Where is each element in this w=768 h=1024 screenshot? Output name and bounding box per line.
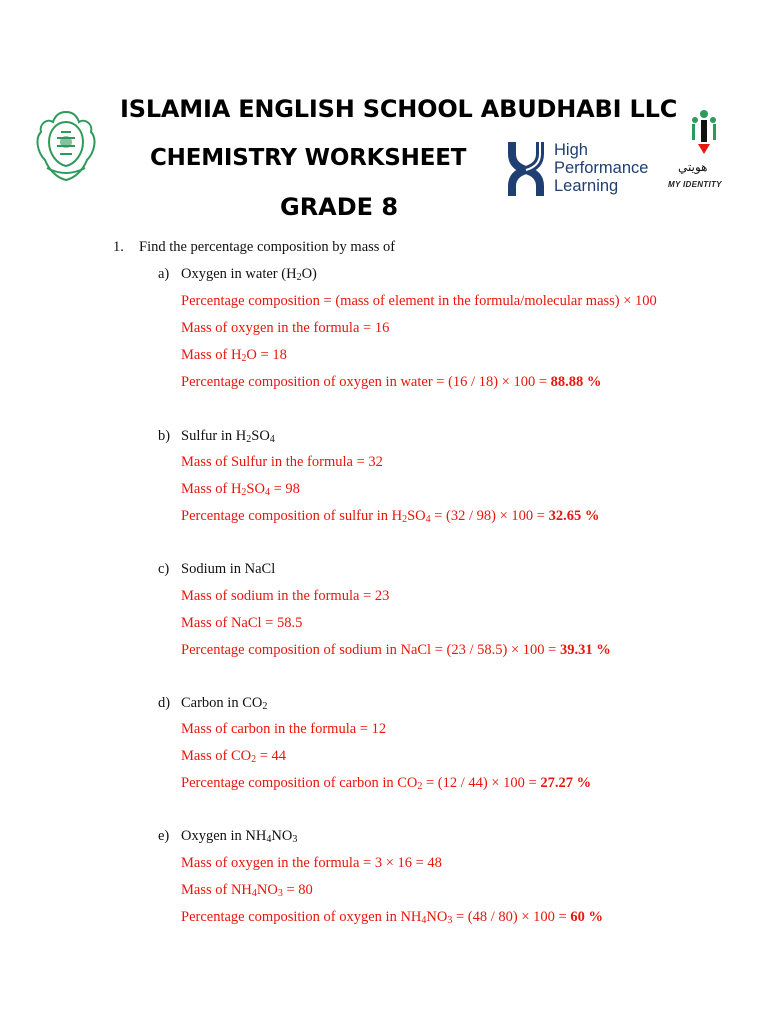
part-d-line-1: Mass of carbon in the formula = 12 (181, 721, 387, 737)
hpl-mark-icon (506, 140, 548, 198)
hpl-logo (506, 140, 649, 198)
part-e-label: e) (158, 828, 170, 844)
part-a-title: Oxygen in water $(H_2O)$ (181, 266, 317, 283)
part-c-answer: 39.31 % (559, 642, 611, 658)
part-c-line-1: Mass of sodium in the formula = 23 (181, 588, 390, 604)
grade-heading: GRADE 8 (280, 193, 399, 221)
part-a-label: a) (158, 266, 170, 282)
part-d-label: d) (158, 695, 171, 711)
part-e-title: Oxygen in $NH_4NO_3$ (181, 828, 298, 845)
part-e-line-2: Mass of $NH_4NO_3 = 80$ (181, 882, 313, 899)
part-d-line-3: Percentage composition of carbon in $CO_2 = (12 / 44) \times 100 = 27.27$ % (181, 775, 592, 792)
my-identity-logo (664, 108, 744, 194)
part-c-line-3: Percentage composition of sodium in NaCl = (23 / 58.5) × 100 = 39.31 % (181, 642, 611, 658)
part-b-answer: 32.65 % (548, 508, 600, 524)
part-b-label: b) (158, 428, 171, 444)
worksheet-title: CHEMISTRY WORKSHEET (150, 145, 467, 171)
part-e-line-1: Mass of oxygen in the formula = 3 × 16 = 48 (181, 855, 442, 871)
part-a-line-4: Percentage composition of oxygen in water = (16 / 18) × 100 = 88.88 % (181, 374, 602, 390)
part-d-title: Carbon in $CO_2$ (181, 695, 268, 712)
part-b-title: Sulfur in $H_2SO_4$ (181, 428, 275, 445)
question-number: 1. (113, 239, 124, 255)
part-c-label: c) (158, 561, 170, 577)
part-d-line-2: Mass of $CO_2 = 44$ (181, 748, 287, 765)
hpl-line3: Learning (554, 177, 619, 195)
part-a-line-1: Percentage composition = (mass of element in the formula/molecular mass) × 100 (181, 293, 657, 309)
hpl-line2: Performance (554, 159, 649, 177)
hpl-line1: High (554, 141, 588, 159)
part-e-answer: 60 % (570, 909, 603, 925)
identity-english-text: MY IDENTITY (668, 180, 722, 189)
part-c-line-2: Mass of NaCl = 58.5 (181, 615, 303, 631)
school-seal-logo (33, 108, 99, 184)
school-name-heading: ISLAMIA ENGLISH SCHOOL ABUDHABI LLC (120, 95, 678, 123)
part-b-line-3: Percentage composition of sulfur in $H_2SO_4 = (32 / 98) \times 100 = 32.65$ % (181, 508, 600, 525)
part-d-answer: 27.27 % (540, 775, 592, 791)
part-a-answer: 88.88 % (550, 374, 602, 390)
part-c-title: Sodium in NaCl (181, 561, 276, 577)
question-prompt: Find the percentage composition by mass of (139, 239, 396, 255)
identity-arabic-text: هويتي (678, 160, 708, 174)
part-b-line-1: Mass of Sulfur in the formula = 32 (181, 454, 383, 470)
part-a-line-3: Mass of $H_2O = 18$ (181, 347, 287, 364)
part-b-line-2: Mass of $H_2SO_4 = 98$ (181, 481, 300, 498)
part-e-line-3: Percentage composition of oxygen in $NH_4NO_3 = (48 / 80) \times 100 = 60$ % (181, 909, 603, 926)
part-a-line-2: Mass of oxygen in the formula = 16 (181, 320, 390, 336)
identity-tree-icon (684, 108, 724, 158)
